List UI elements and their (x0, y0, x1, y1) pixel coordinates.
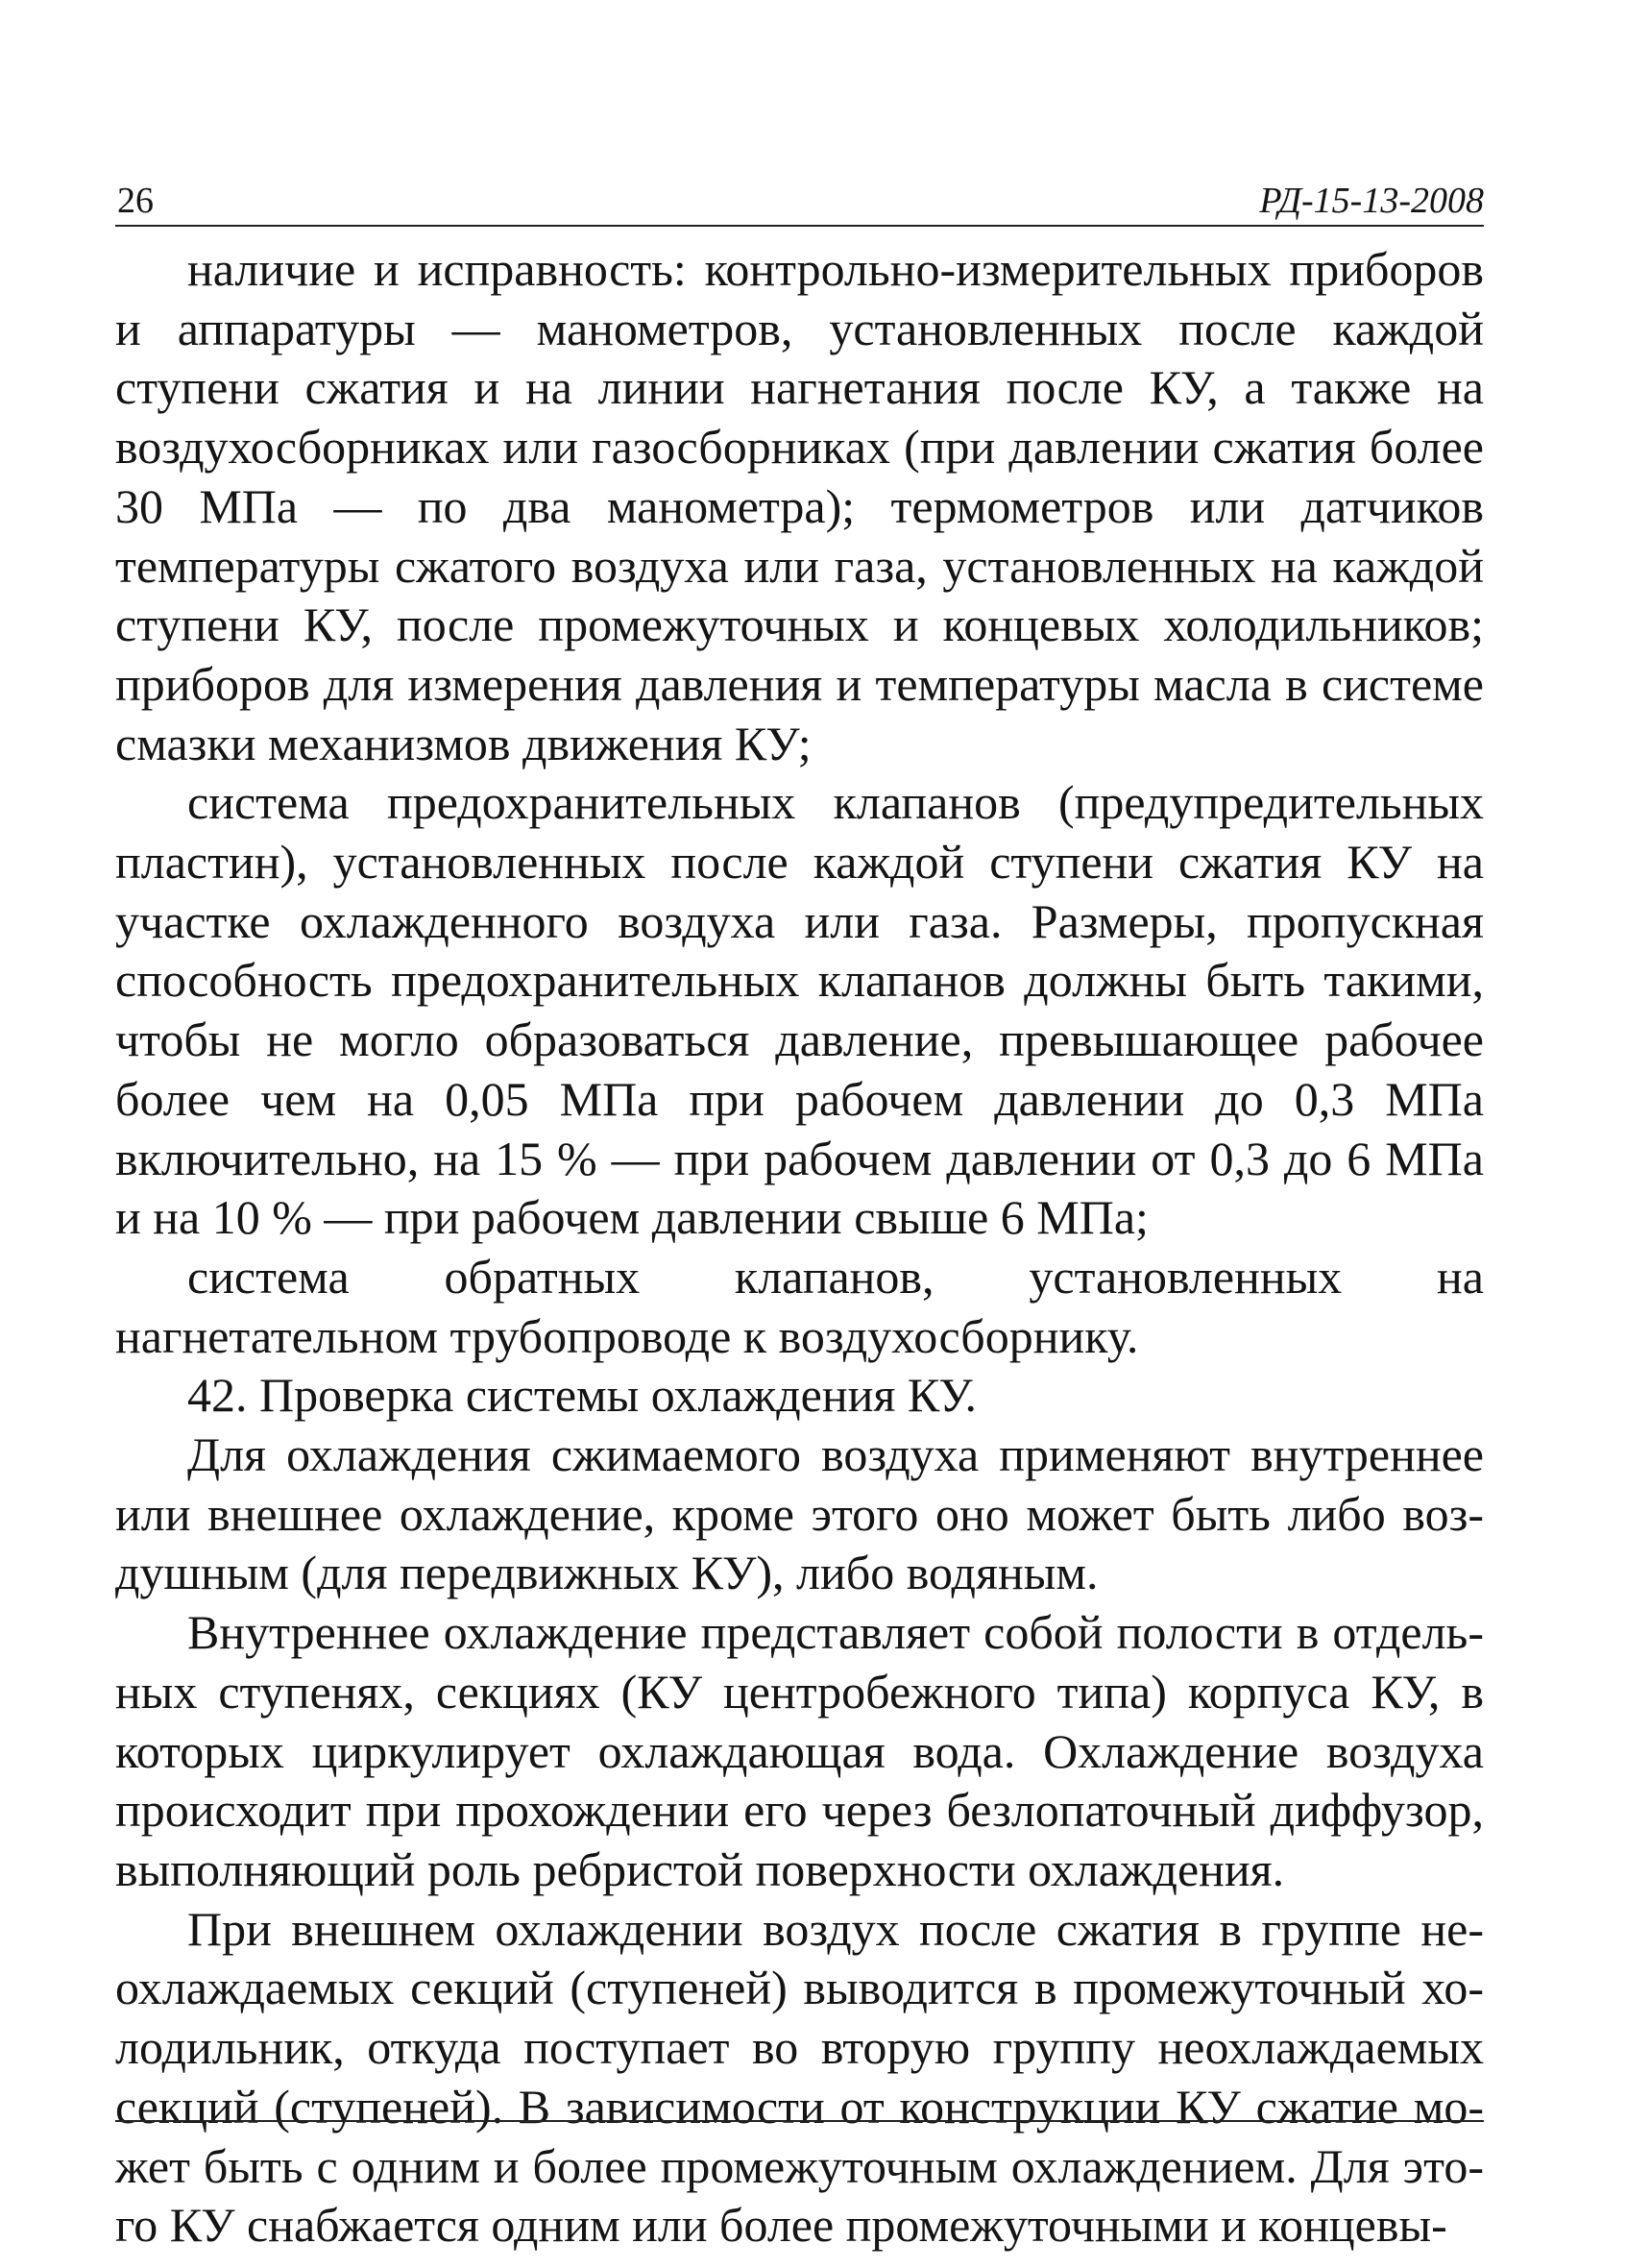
paragraph-cooling-types: Для охлаждения сжимаемого воздуха применяют внутреннее или внешнее охлаждение, кроме этого оно может быть либо воздушным (для передвижных КУ), либо водяным. (115, 1427, 1484, 1600)
document-code: РД-15-13-2008 (1259, 181, 1484, 221)
paragraph-instruments: наличие и исправность: контрольно-измерительных приборов и аппаратуры — манометров, установленных после каждой ступени сжатия и на линии нагнетания после КУ, а также на воздухосборниках или газосборниках (при давлении сжатия более 30 МПа — по два манометра); термометров или датчиков температуры сжатого воздуха или газа, установленных на каждой ступени КУ, после промежуточных и концевых холодильников; приборов для измерения давления и температуры масла в системе смазки механизмов движения КУ; (115, 242, 1484, 770)
section-heading-42: 42. Проверка системы охлаждения КУ. (187, 1368, 977, 1423)
paragraph-safety-valves: система предохранительных клапанов (предупредительных пластин), установленных после каждой ступени сжатия КУ на участке охлажденного воздуха или газа. Размеры, пропускная способность предохранительных клапанов должны быть такими, чтобы не могло образоваться давление, превышающее рабочее более чем на 0,05 МПа при рабочем давлении до 0,3 МПа включительно, на 15 % — при рабочем давлении от 0,3 до 6 МПа и на 10 % — при рабочем давлении свыше 6 МПа; (115, 775, 1484, 1245)
document-page (115, 179, 1484, 2256)
paragraph-internal-cooling: Внутреннее охлаждение представляет собой полости в отдельных ступенях, секциях (КУ центробежного типа) корпуса КУ, в которых циркулирует охлаждающая вода. Охлаждение воздуха происходит при прохождении его через безлопаточный диффузор, выполняющий роль ребристой поверхности охлаждения. (115, 1605, 1484, 1896)
running-header (115, 179, 1484, 227)
bottom-rule (115, 2120, 1484, 2122)
paragraph-check-valves: система обратных клапанов, установленных на нагнетательном трубопроводе к воздухосборнику. (115, 1249, 1484, 1363)
page-number: 26 (117, 181, 154, 221)
paragraph-external-cooling: При внешнем охлаждении воздух после сжатия в группе неохлаждаемых секций (ступеней) выводится в промежуточный холодильник, откуда поступает во вторую группу неохлаждаемых секций (ступеней). В зависимости от конструкции КУ сжатие может быть с одним и более промежуточным охлаждением. Для этого КУ снабжается одним или более промежуточными и концевы- (115, 1901, 1484, 2253)
body-text (115, 240, 1484, 2256)
